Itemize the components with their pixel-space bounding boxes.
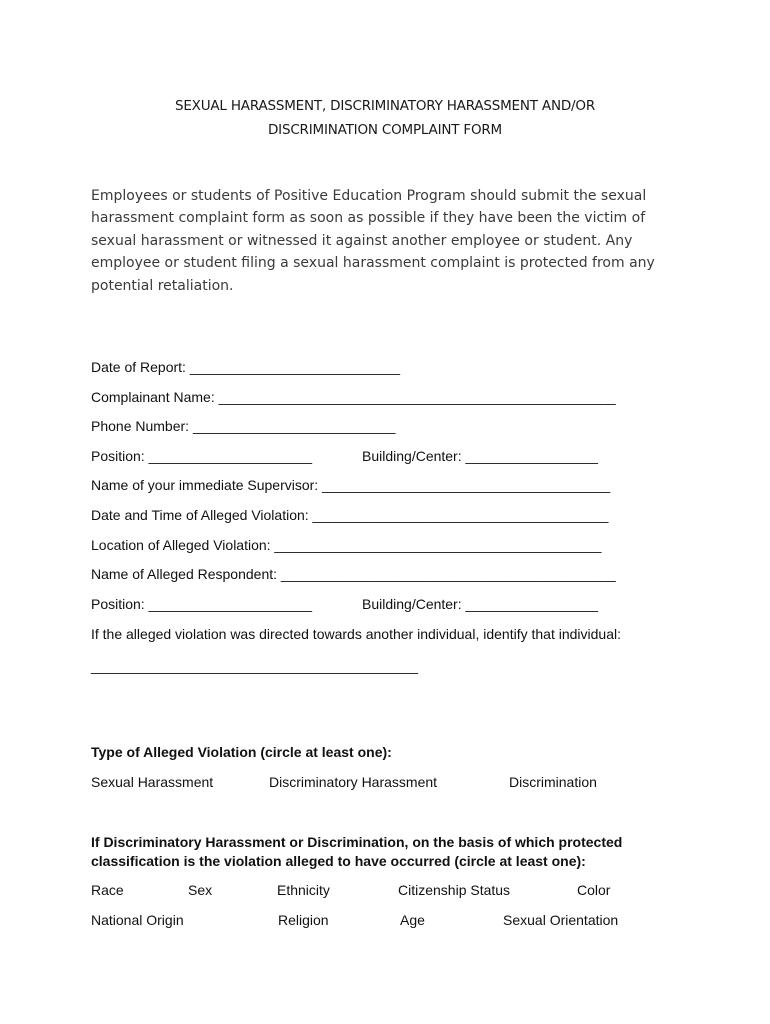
respondent-position-field[interactable]: Position: _____________________ — [91, 596, 313, 612]
form-title-line-1: SEXUAL HARASSMENT, DISCRIMINATORY HARASSMENT AND/OR — [174, 98, 596, 114]
other-individual-label: If the alleged violation was directed towards another individual, identify that individual: — [91, 626, 621, 642]
option-religion[interactable]: Religion — [278, 912, 329, 928]
option-sexual-harassment[interactable]: Sexual Harassment — [91, 774, 214, 790]
complainant-name-field[interactable]: Complainant Name: ___________________________________________________ — [91, 389, 616, 405]
option-national-origin[interactable]: National Origin — [91, 912, 184, 928]
violation-location-field[interactable]: Location of Alleged Violation: __________________________________________ — [91, 537, 602, 553]
alleged-respondent-field[interactable]: Name of Alleged Respondent: ___________________________________________ — [91, 566, 616, 582]
violation-type-heading: Type of Alleged Violation (circle at least one): — [91, 744, 392, 760]
intro-line: sexual harassment or witnessed it against another employee or student. Any — [91, 232, 633, 249]
option-color[interactable]: Color — [577, 882, 611, 898]
form-title-line-2: DISCRIMINATION COMPLAINT FORM — [267, 122, 503, 138]
form-title — [0, 94, 770, 142]
classification-heading-line-2: classification is the violation alleged to have occurred (circle at least one): — [91, 853, 586, 869]
intro-line: potential retaliation. — [91, 277, 234, 294]
option-age[interactable]: Age — [400, 912, 425, 928]
intro-paragraph — [91, 185, 681, 297]
intro-line: employee or student filing a sexual harassment complaint is protected from any — [91, 255, 655, 272]
position-field[interactable]: Position: _____________________ — [91, 448, 313, 464]
option-citizenship-status[interactable]: Citizenship Status — [398, 882, 511, 898]
option-sex[interactable]: Sex — [188, 882, 213, 898]
option-race[interactable]: Race — [91, 882, 124, 898]
building-center-field[interactable]: Building/Center: _________________ — [362, 448, 598, 464]
date-of-report-field[interactable]: Date of Report: ___________________________ — [91, 359, 401, 375]
phone-number-field[interactable]: Phone Number: __________________________ — [91, 418, 396, 434]
supervisor-name-field[interactable]: Name of your immediate Supervisor: _____________________________________ — [91, 477, 611, 493]
intro-line: harassment complaint form as soon as possible if they have been the victim of — [91, 210, 646, 227]
other-individual-field[interactable]: __________________________________________ — [91, 658, 419, 674]
classification-heading-line-1: If Discriminatory Harassment or Discrimination, on the basis of which protected — [91, 834, 623, 850]
intro-line: Employees or students of Positive Education Program should submit the sexual — [91, 188, 647, 204]
violation-date-time-field[interactable]: Date and Time of Alleged Violation: ______________________________________ — [91, 507, 609, 523]
option-discrimination[interactable]: Discrimination — [509, 774, 597, 790]
option-sexual-orientation[interactable]: Sexual Orientation — [503, 912, 619, 928]
option-ethnicity[interactable]: Ethnicity — [277, 882, 330, 898]
respondent-building-field[interactable]: Building/Center: _________________ — [362, 596, 598, 612]
option-discriminatory-harassment[interactable]: Discriminatory Harassment — [269, 774, 438, 790]
